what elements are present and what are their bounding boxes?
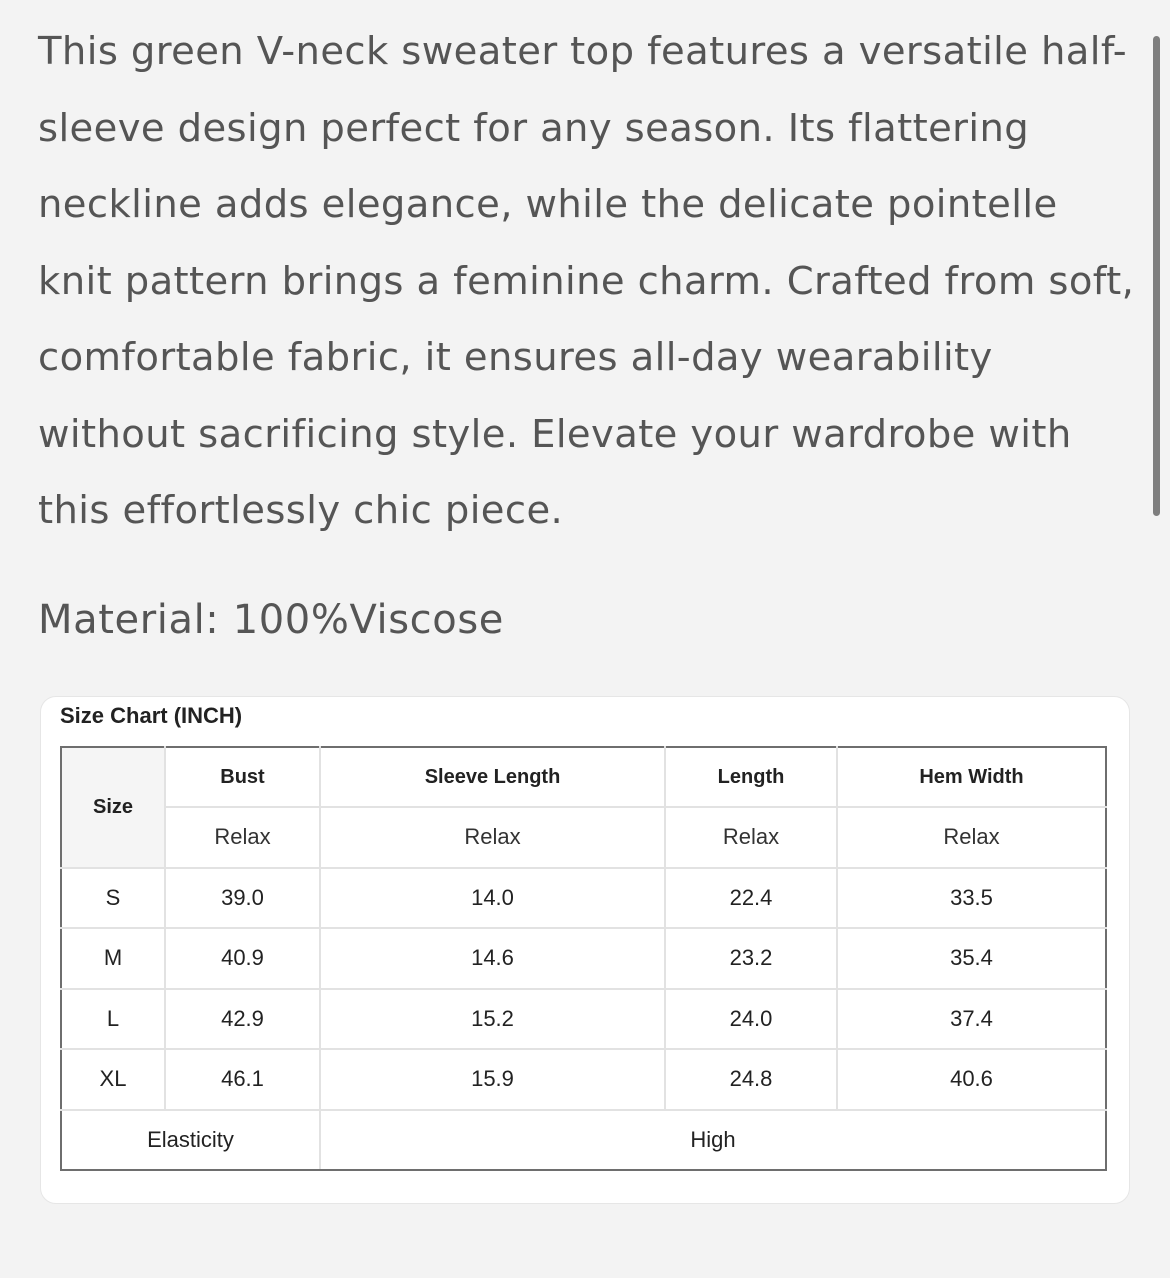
fit-cell: Relax (665, 807, 837, 868)
fit-cell: Relax (320, 807, 665, 868)
elasticity-row (61, 1110, 1106, 1171)
size-cell: L (61, 989, 165, 1050)
column-header-bust: Bust (165, 747, 320, 807)
elasticity-value: High (320, 1110, 1106, 1171)
value-cell: 46.1 (165, 1049, 320, 1110)
size-chart-title: Size Chart (INCH) (60, 703, 243, 728)
value-cell: 40.9 (165, 928, 320, 989)
value-cell: 35.4 (837, 928, 1106, 989)
fit-row (61, 807, 1106, 868)
scrollbar[interactable] (1153, 36, 1160, 516)
table-row (61, 928, 1106, 989)
value-cell: 40.6 (837, 1049, 1106, 1110)
value-cell: 42.9 (165, 989, 320, 1050)
size-cell: XL (61, 1049, 165, 1110)
value-cell: 24.8 (665, 1049, 837, 1110)
value-cell: 39.0 (165, 868, 320, 929)
table-row (61, 1049, 1106, 1110)
value-cell: 23.2 (665, 928, 837, 989)
value-cell: 24.0 (665, 989, 837, 1050)
table-row (61, 989, 1106, 1050)
product-description: This green V-neck sweater top features a versatile half-sleeve design perfect for any season. Its flattering neckline adds elegance, while the delicate pointelle knit pattern brings a feminine charm. Crafted from soft, comfortable fabric, it ensures all-day wearability without sacrificing style. Elevate your wardrobe with this effortlessly chic piece. (38, 29, 1135, 533)
column-header-sleeve-length: Sleeve Length (320, 747, 665, 807)
value-cell: 14.0 (320, 868, 665, 929)
column-header-hem-width: Hem Width (837, 747, 1106, 807)
value-cell: 37.4 (837, 989, 1106, 1050)
size-cell: S (61, 868, 165, 929)
elasticity-label: Elasticity (61, 1110, 320, 1171)
fit-cell: Relax (165, 807, 320, 868)
size-column-header: Size (61, 747, 165, 868)
value-cell: 15.2 (320, 989, 665, 1050)
size-cell: M (61, 928, 165, 989)
value-cell: 33.5 (837, 868, 1106, 929)
material-info: Material: 100%Viscose (38, 597, 504, 643)
fit-cell: Relax (837, 807, 1106, 868)
table-header-row (61, 747, 1106, 807)
column-header-length: Length (665, 747, 837, 807)
size-chart-table (60, 746, 1107, 1171)
table-row (61, 868, 1106, 929)
value-cell: 22.4 (665, 868, 837, 929)
value-cell: 14.6 (320, 928, 665, 989)
value-cell: 15.9 (320, 1049, 665, 1110)
